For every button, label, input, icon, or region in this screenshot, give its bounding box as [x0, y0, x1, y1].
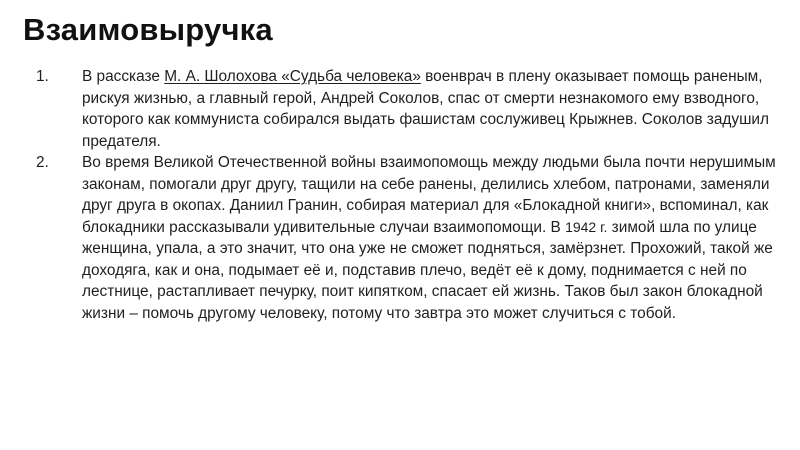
year-text: 1942 г. — [565, 218, 608, 235]
story-link[interactable]: М. А. Шолохова «Судьба человека» — [164, 68, 421, 85]
list-item — [36, 152, 776, 324]
list-item-text-end: военврач в плену оказывает помощь раненым, рискуя жизнью, а главный герой, Андрей Соколов, спас от смерти незнакомого ему взводного, которого как коммуниста собирался выдать фашистам сослуживец Крыжнев. Соколов задушил предателя. — [82, 68, 769, 150]
slide-title: Взаимовыручка — [23, 12, 273, 47]
list-item-number: 2. — [36, 154, 49, 171]
list-item — [36, 66, 776, 152]
list-item-text-start: Во время Великой Отечественной войны взаимопомощь между людьми была почти нерушимым законам, помогали друг другу, тащили на себе ранены, делились хлебом, патронами, заменяли друг друга в окопах. Даниил Гранин, собирая материал для «Блокадной книги», вспоминал, как блокадники рассказывали удивительные случаи взаимопомощи. В — [82, 154, 776, 236]
numbered-list — [36, 66, 776, 324]
list-item-number: 1. — [36, 68, 49, 85]
list-item-text-end: зимой шла по улице женщина, упала, а это значит, что она уже не сможет подняться, замёрзнет. Прохожий, такой же доходяга, как и она, подымает её и, подставив плечо, ведёт её к дому, поднимается с ней по лестнице, растапливает печурку, поит кипятком, спасает ей жизнь. Таков был закон блокадной жизни – помочь другому человеку, потому что завтра это может случиться с тобой. — [82, 218, 773, 322]
list-item-text-start: В рассказе — [82, 68, 165, 85]
